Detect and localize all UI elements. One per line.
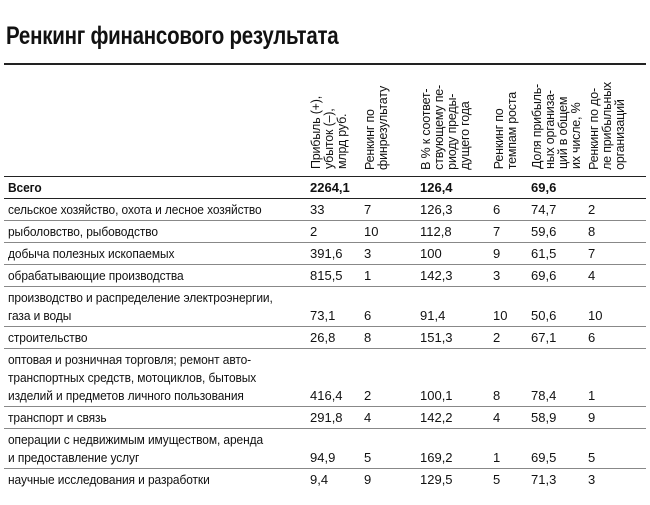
table-row xyxy=(4,326,646,348)
cell-value: 9,4 xyxy=(310,471,329,487)
cell-value: 8 xyxy=(489,348,527,406)
cell-value: 2264,1 xyxy=(306,176,360,198)
cell-value: 2 xyxy=(306,220,360,242)
row-label xyxy=(4,176,306,198)
cell-value: 7 xyxy=(584,242,646,264)
row-label-text: транспорт и связь xyxy=(8,409,107,425)
table-row xyxy=(4,220,646,242)
cell-value: 78,4 xyxy=(527,348,584,406)
row-label xyxy=(4,286,306,326)
cell-value: 2 xyxy=(584,198,646,220)
row-label xyxy=(4,428,306,468)
cell-value: 142,3 xyxy=(416,264,489,286)
cell-value: 9 xyxy=(489,242,527,264)
cell-value: 126,4 xyxy=(416,176,489,198)
cell-value: 126,3 xyxy=(416,198,489,220)
cell-value: 73,1 xyxy=(306,286,360,326)
cell-value: 3 xyxy=(588,471,596,487)
cell-value: 815,5 xyxy=(306,264,360,286)
cell-value: 61,5 xyxy=(527,242,584,264)
row-label-text: производство и распределение электроэнергии, газа и воды xyxy=(8,289,273,323)
cell-value: 1 xyxy=(360,264,416,286)
table-row xyxy=(4,264,646,286)
header-rank-share: Ренкинг по до- ле прибыльных организаций xyxy=(587,81,627,170)
cell-value: 2 xyxy=(489,326,527,348)
cell-value: 58,9 xyxy=(527,406,584,428)
cell-value: 71,3 xyxy=(531,471,557,487)
cell-value xyxy=(360,176,416,198)
cell-value: 67,1 xyxy=(527,326,584,348)
cell-value: 5 xyxy=(360,428,416,468)
row-label xyxy=(4,406,306,428)
cell-value: 100,1 xyxy=(416,348,489,406)
cell-value: 7 xyxy=(489,220,527,242)
cell-value: 7 xyxy=(360,198,416,220)
row-label-text: Всего xyxy=(8,179,42,195)
cell-value: 2 xyxy=(360,348,416,406)
row-label-text: добыча полезных ископаемых xyxy=(8,245,175,261)
row-label-text: сельское хозяйство, охота и лесное хозяйство xyxy=(8,201,262,217)
cell-value: 33 xyxy=(306,198,360,220)
cell-value: 5 xyxy=(584,428,646,468)
cell-value: 59,6 xyxy=(527,220,584,242)
cell-value: 9 xyxy=(584,406,646,428)
cell-value: 129,5 xyxy=(420,471,453,487)
cell-value: 6 xyxy=(584,326,646,348)
cell-value: 391,6 xyxy=(306,242,360,264)
row-label xyxy=(4,264,306,286)
cell-value: 8 xyxy=(360,326,416,348)
cell-value: 1 xyxy=(489,428,527,468)
cell-value: 169,2 xyxy=(416,428,489,468)
cell-value: 10 xyxy=(584,286,646,326)
ranking-table xyxy=(4,65,646,490)
cell-value: 94,9 xyxy=(306,428,360,468)
table-row-total xyxy=(4,176,646,198)
cell-value: 50,6 xyxy=(527,286,584,326)
cell-value: 69,6 xyxy=(527,176,584,198)
row-label xyxy=(4,468,306,490)
header-rank-finresult: Ренкинг по финрезультату xyxy=(363,85,390,170)
table-row xyxy=(4,286,646,326)
cell-value: 69,5 xyxy=(527,428,584,468)
row-label-text: научные исследования и разработки xyxy=(8,471,210,487)
row-label xyxy=(4,198,306,220)
cell-value: 3 xyxy=(489,264,527,286)
page-title: Ренкинг финансового результата xyxy=(6,22,339,50)
cell-value: 100 xyxy=(416,242,489,264)
row-label-text: оптовая и розничная торговля; ремонт авто- транспортных средств, мотоциклов, бытовых изделий и предметов личного пользования xyxy=(8,351,257,403)
cell-value: 4 xyxy=(360,406,416,428)
cell-value: 69,6 xyxy=(527,264,584,286)
row-label xyxy=(4,220,306,242)
cell-value xyxy=(584,176,646,198)
cell-value: 9 xyxy=(364,471,372,487)
cell-value: 142,2 xyxy=(416,406,489,428)
cell-value: 91,4 xyxy=(416,286,489,326)
row-label xyxy=(4,242,306,264)
cell-value: 4 xyxy=(584,264,646,286)
row-label xyxy=(4,326,306,348)
cell-value: 112,8 xyxy=(416,220,489,242)
cell-value: 10 xyxy=(489,286,527,326)
row-label-text: обрабатывающие производства xyxy=(8,267,184,283)
cell-value: 8 xyxy=(584,220,646,242)
cell-value: 74,7 xyxy=(527,198,584,220)
cell-value: 26,8 xyxy=(306,326,360,348)
header-percent-prev-year: В % к соответ- ствующему пе- риоду преды- дущего года xyxy=(419,84,472,170)
row-label xyxy=(4,348,306,406)
table-row xyxy=(4,468,646,490)
cell-value: 6 xyxy=(360,286,416,326)
header-profit: Прибыль (+), убыток (–), млрд руб. xyxy=(309,96,349,170)
table-row xyxy=(4,406,646,428)
cell-value: 5 xyxy=(493,471,501,487)
table-header-row xyxy=(4,65,646,176)
table-row xyxy=(4,198,646,220)
table-row xyxy=(4,428,646,468)
cell-value: 6 xyxy=(489,198,527,220)
cell-value: 10 xyxy=(360,220,416,242)
table-row xyxy=(4,348,646,406)
cell-value: 151,3 xyxy=(416,326,489,348)
table-row xyxy=(4,242,646,264)
row-label-text: операции с недвижимым имуществом, аренда и предоставление услуг xyxy=(8,431,264,465)
cell-value: 1 xyxy=(584,348,646,406)
row-label-text: рыболовство, рыбоводство xyxy=(8,223,158,239)
row-label-text: строительство xyxy=(8,329,88,345)
header-label-cell xyxy=(4,65,306,176)
header-rank-growth: Ренкинг по темпам роста xyxy=(492,92,519,170)
cell-value xyxy=(489,176,527,198)
header-profitable-share: Доля прибыль- ных организа- ций в общем их числе, % xyxy=(530,84,583,170)
cell-value: 416,4 xyxy=(306,348,360,406)
cell-value: 3 xyxy=(360,242,416,264)
cell-value: 291,8 xyxy=(306,406,360,428)
cell-value: 4 xyxy=(489,406,527,428)
